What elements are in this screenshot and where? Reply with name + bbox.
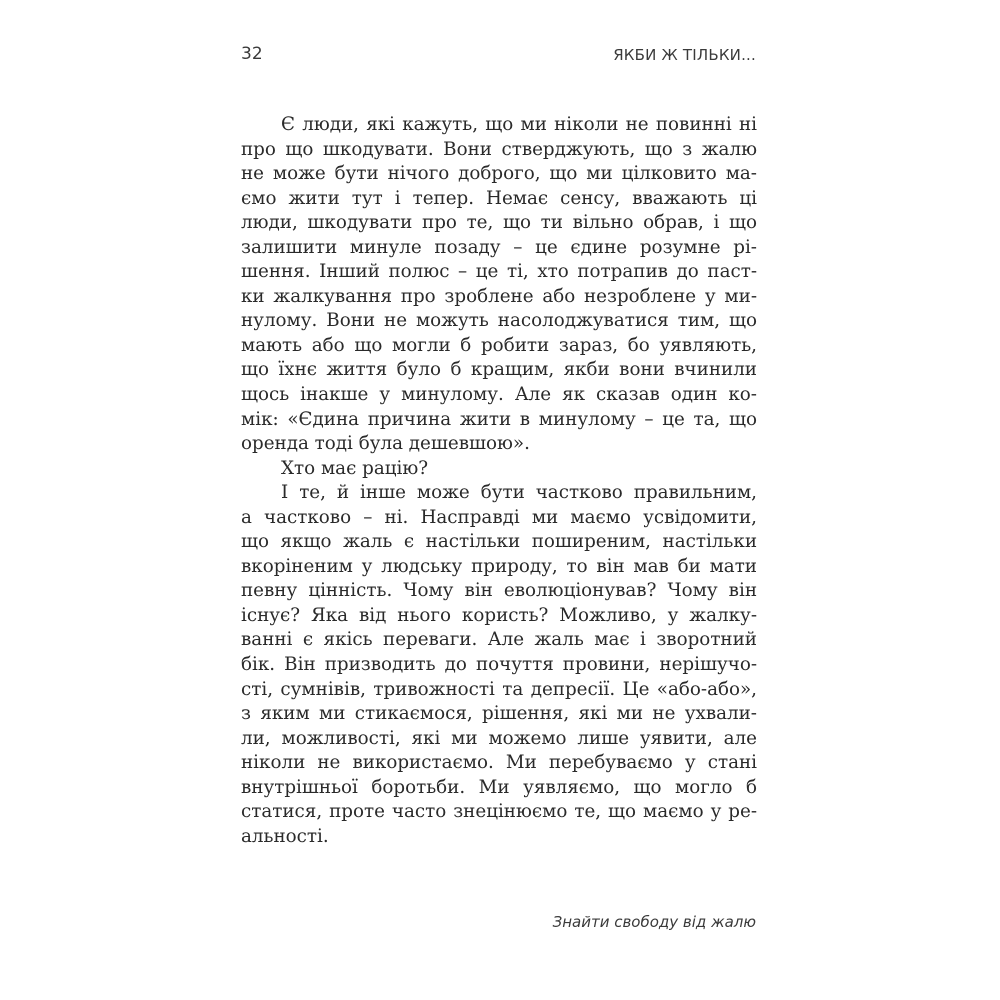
text-line: бік. Він призводить до почуття провини, нерішучо- <box>241 654 757 676</box>
text-line: існує? Яка від нього користь? Можливо, у жалку- <box>241 604 757 626</box>
text-line: ванні є якісь переваги. Але жаль має і зворотний <box>241 629 757 651</box>
text-line: щось інакше у минулому. Але як сказав один ко- <box>241 384 757 406</box>
text-line: з яким ми стикаємося, рішення, які ми не ухвали- <box>241 703 757 725</box>
text-line: Хто має рацію? <box>281 457 429 479</box>
text-line: що якщо жаль є настільки поширеним, настільки <box>241 531 757 553</box>
text-line: не може бути нічого доброго, що ми цілковито ма- <box>241 163 757 185</box>
text-line: внутрішньої боротьби. Ми уявляємо, що могло б <box>241 776 757 798</box>
text-line: ніколи не використаємо. Ми перебуваємо у стані <box>241 752 757 774</box>
text-line: шення. Інший полюс – це ті, хто потрапив до паст- <box>241 261 757 283</box>
text-line: люди, шкодувати про те, що ти вільно обрав, і що <box>241 212 757 234</box>
page-number: 32 <box>241 44 263 64</box>
text-line: ємо жити тут і тепер. Немає сенсу, вважають ці <box>241 187 757 209</box>
text-line: сті, сумнівів, тривожності та депресії. Це «або-або», <box>241 678 757 700</box>
running-title: ЯКБИ Ж ТІЛЬКИ... <box>613 46 756 64</box>
text-line: І те, й інше може бути частково правильним, <box>281 482 757 504</box>
text-line: статися, проте часто знецінюємо те, що маємо у ре- <box>241 801 757 823</box>
section-title-footer: Знайти свободу від жалю <box>552 913 756 931</box>
text-line: залишити минуле позаду – це єдине розумне рі- <box>241 236 757 258</box>
text-line: певну цінність. Чому він еволюціонував? Чому він <box>241 580 757 602</box>
body-text <box>241 113 757 849</box>
text-line: альності. <box>241 825 329 847</box>
text-line: ли, можливості, які ми можемо лише уявити, але <box>241 727 757 749</box>
text-line: а частково – ні. Насправді ми маємо усвідомити, <box>241 506 757 528</box>
text-line: що їхнє життя було б кращим, якби вони вчинили <box>241 359 757 381</box>
text-line: про що шкодувати. Вони стверджують, що з жалю <box>241 138 757 160</box>
text-line: нулому. Вони не можуть насолоджуватися тим, що <box>241 310 757 332</box>
text-line: вкоріненим у людську природу, то він мав би мати <box>241 555 757 577</box>
text-line: оренда тоді була дешевшою». <box>241 433 530 455</box>
text-line: мік: «Єдина причина жити в минулому – це та, що <box>241 408 757 430</box>
text-line: ки жалкування про зроблене або незроблене у ми- <box>241 285 757 307</box>
text-line: мають або що могли б робити зараз, бо уявляють, <box>241 334 757 356</box>
text-line: Є люди, які кажуть, що ми ніколи не повинні ні <box>281 114 757 135</box>
